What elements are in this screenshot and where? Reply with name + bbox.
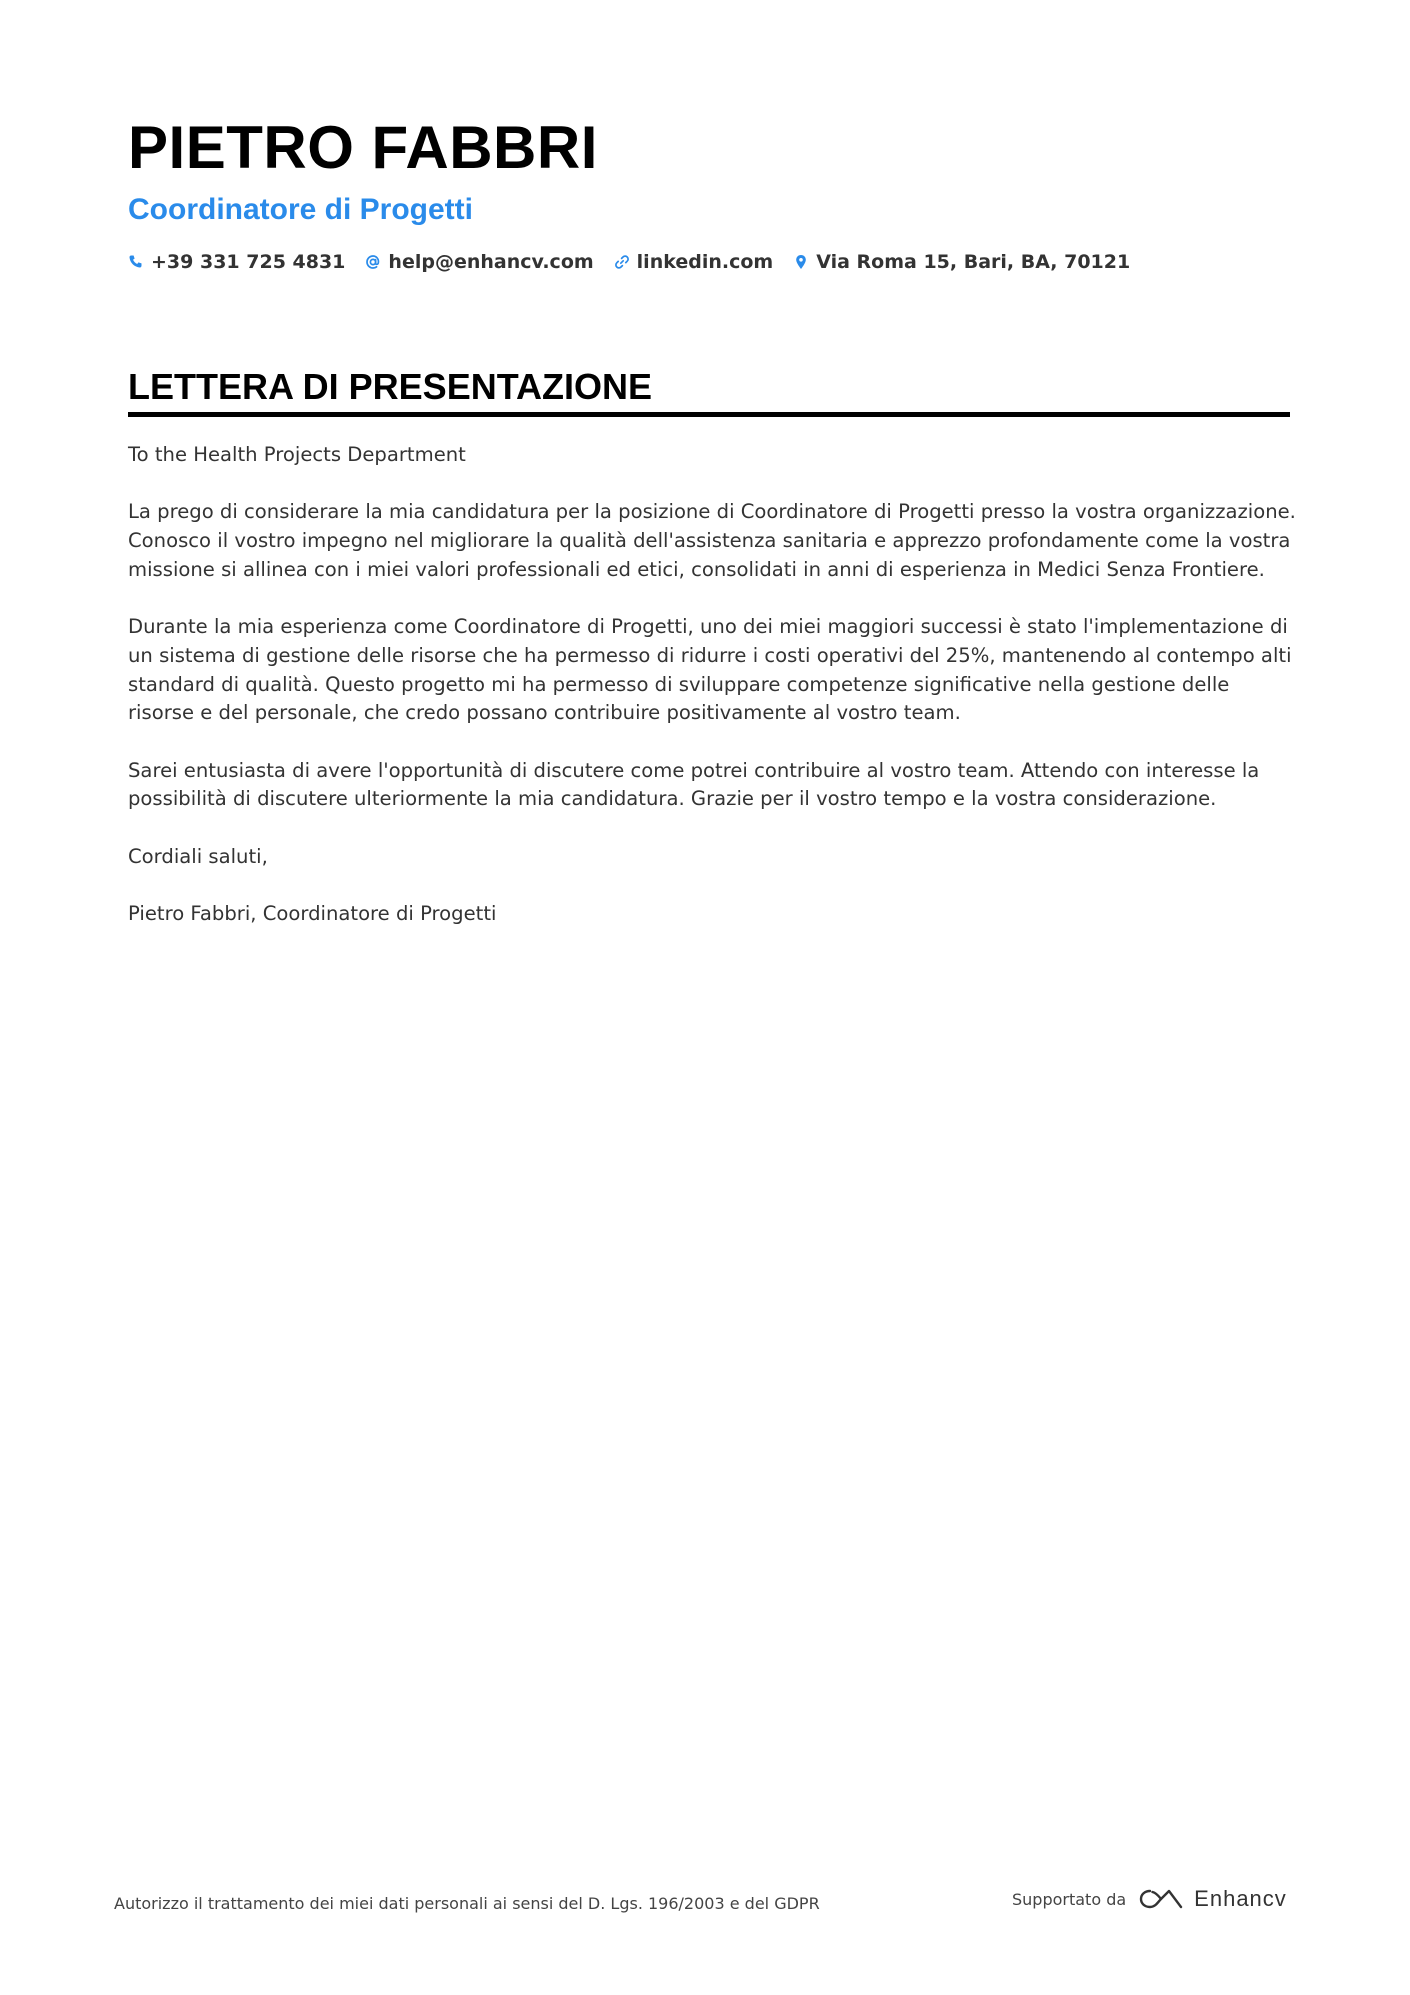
contact-bar <box>128 251 1288 273</box>
contact-email[interactable] <box>365 251 593 273</box>
powered-by-label: Supportato da <box>1012 1889 1127 1909</box>
candidate-role: Coordinatore di Progetti <box>128 193 473 226</box>
candidate-name: PIETRO FABBRI <box>128 114 598 181</box>
privacy-consent: Autorizzo il trattamento dei miei dati personali ai sensi del D. Lgs. 196/2003 e del GDPR <box>114 1894 820 1913</box>
enhancv-logo-icon <box>1138 1886 1184 1912</box>
brand-logo <box>1138 1886 1287 1912</box>
phone-icon <box>128 254 144 270</box>
contact-phone[interactable] <box>128 251 345 273</box>
letter-paragraph: La prego di considerare la mia candidatura per la posizione di Coordinatore di Progetti presso la vostra organizzazione. Conosco il vostro impegno nel migliorare la qualità dell'assistenza sanitaria e apprezzo profondamente come la vostra missione si allinea con i miei valori professionali ed etici, consolidati in anni di esperienza in Medici Senza Frontiere. <box>128 500 1296 581</box>
letter-body <box>128 441 1298 958</box>
letter-paragraph: Sarei entusiasta di avere l'opportunità di discutere come potrei contribuire al vostro team. Attendo con interesse la possibilità di discutere ulteriormente la mia candidatura. Grazie per il vostro tempo e la vostra considerazione. <box>128 758 1260 811</box>
location-pin-icon <box>793 254 809 270</box>
linkedin-url: linkedin.com <box>636 251 774 273</box>
email-address: help@enhancv.com <box>388 251 594 273</box>
letter-signature: Pietro Fabbri, Coordinatore di Progetti <box>128 902 497 926</box>
contact-address <box>793 251 1130 273</box>
at-icon <box>365 254 381 270</box>
letter-closing: Cordiali saluti, <box>128 844 268 868</box>
letter-recipient: To the Health Projects Department <box>128 443 466 466</box>
phone-number: +39 331 725 4831 <box>151 251 346 273</box>
section-title: LETTERA DI PRESENTAZIONE <box>128 364 1290 417</box>
address: Via Roma 15, Bari, BA, 70121 <box>816 251 1131 273</box>
powered-by[interactable] <box>1012 1886 1287 1912</box>
header <box>128 108 1288 273</box>
letter-paragraph: Durante la mia esperienza come Coordinatore di Progetti, uno dei miei maggiori successi è stato l'implementazione di un sistema di gestione delle risorse che ha permesso di ridurre i costi operativi del 25%, mantenendo al contempo alti standard di qualità. Questo progetto mi ha permesso di sviluppare competenze significative nella gestione delle risorse e del personale, che credo possano contribuire positivamente al vostro team. <box>128 615 1292 725</box>
contact-linkedin[interactable] <box>614 251 774 273</box>
link-icon <box>614 254 630 270</box>
brand-name: Enhancv <box>1194 1886 1287 1911</box>
